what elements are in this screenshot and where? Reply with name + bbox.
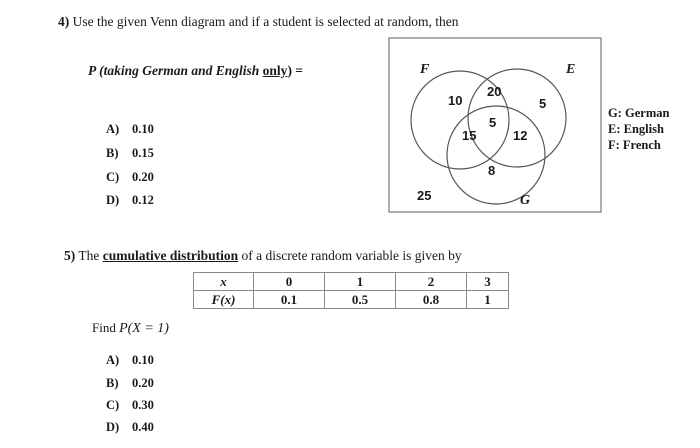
legend-german: G: German (608, 106, 670, 120)
q5-option-a[interactable] (106, 353, 154, 368)
venn-label-f: F (420, 62, 430, 77)
q5-heading (64, 248, 462, 264)
q5-number: 5) (64, 248, 76, 263)
cdf-x-2: 2 (396, 273, 467, 291)
cdf-fx-3: 1 (467, 291, 509, 309)
venn-legend (608, 105, 669, 153)
q5-option-b[interactable] (106, 376, 154, 391)
q5-option-d[interactable] (106, 420, 154, 435)
venn-region-e-g: 12 (513, 128, 528, 143)
q4-option-c-value: 0.20 (132, 170, 154, 184)
q5-find-expr: P(X = 1) (119, 321, 169, 336)
cdf-header-fx: F(x) (194, 291, 254, 309)
q4-option-a-value: 0.10 (132, 122, 154, 136)
q5-option-a-value: 0.10 (132, 353, 154, 367)
cdf-fx-2: 0.8 (396, 291, 467, 309)
venn-region-f-g: 15 (462, 128, 477, 143)
venn-region-outside: 25 (417, 188, 432, 203)
q5-option-c-value: 0.30 (132, 398, 154, 412)
q5-option-b-letter: B) (106, 376, 119, 390)
venn-circle-e (468, 69, 566, 167)
q4-text: Use the given Venn diagram and if a student is selected at random, then (72, 14, 459, 29)
q4-prompt-suffix: ) = (287, 63, 304, 78)
q4-prompt-prefix: P (taking German and English (88, 63, 263, 78)
cdf-x-0: 0 (254, 273, 325, 291)
q4-prompt-underlined: only (262, 63, 288, 78)
q4-option-b-value: 0.15 (132, 146, 154, 160)
cdf-row-x (194, 273, 509, 291)
q5-option-a-letter: A) (106, 353, 120, 367)
q4-option-d-value: 0.12 (132, 193, 154, 207)
cdf-fx-0: 0.1 (254, 291, 325, 309)
venn-label-e: E (566, 62, 576, 77)
venn-region-center: 5 (489, 115, 497, 130)
q5-option-b-value: 0.20 (132, 376, 154, 390)
q5-text-suffix: of a discrete random variable is given by (238, 248, 462, 263)
q4-option-b-letter: B) (106, 146, 119, 160)
venn-label-g: G (520, 193, 531, 208)
legend-french: F: French (608, 138, 661, 152)
cdf-x-1: 1 (325, 273, 396, 291)
legend-english: E: English (608, 122, 664, 136)
q4-number: 4) (58, 14, 70, 29)
venn-region-g-only: 8 (488, 163, 496, 178)
q5-text-underlined: cumulative distribution (102, 248, 239, 263)
cdf-fx-1: 0.5 (325, 291, 396, 309)
q5-option-c-letter: C) (106, 398, 120, 412)
cdf-header-x: x (194, 273, 254, 291)
q4-option-d-letter: D) (106, 193, 120, 207)
cdf-table (193, 272, 509, 309)
q5-find-label: Find (92, 320, 116, 335)
q5-option-d-letter: D) (106, 420, 120, 434)
q5-option-d-value: 0.40 (132, 420, 154, 434)
venn-region-e-only: 5 (539, 96, 547, 111)
cdf-row-fx (194, 291, 509, 309)
q5-text-prefix: The (78, 248, 103, 263)
venn-region-f-only: 10 (448, 93, 463, 108)
q4-option-c-letter: C) (106, 170, 120, 184)
q4-option-a-letter: A) (106, 122, 120, 136)
venn-region-f-e: 20 (487, 84, 502, 99)
q5-option-c[interactable] (106, 398, 154, 413)
cdf-x-3: 3 (467, 273, 509, 291)
q5-find (92, 320, 169, 337)
